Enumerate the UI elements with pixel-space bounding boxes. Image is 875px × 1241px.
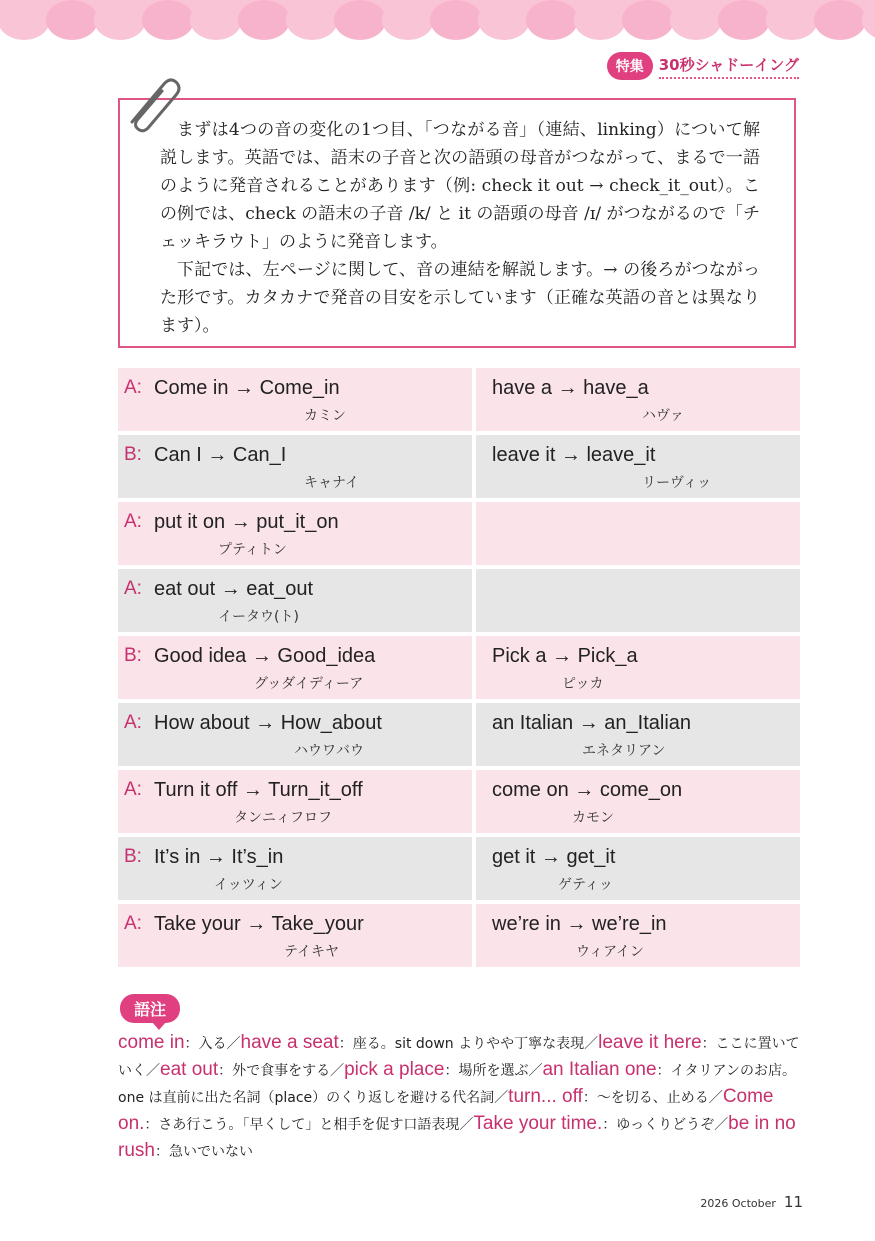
- linking-row: [118, 368, 800, 431]
- linking-cell-right: [476, 770, 800, 833]
- linking-phrase: Take your → Take_your: [154, 913, 364, 935]
- linking-cell-left: [118, 569, 472, 632]
- linking-phrase: we’re in → we’re_in: [492, 913, 667, 935]
- linking-row: [118, 904, 800, 967]
- glossary-definition: ：ゆっくりどうぞ／: [602, 1117, 729, 1133]
- linking-row: [118, 569, 800, 632]
- linking-cell-right: [476, 904, 800, 967]
- katakana-guide: カミン: [304, 408, 346, 424]
- linking-cell-right: [476, 435, 800, 498]
- scallop-shape: [526, 0, 578, 40]
- glossary-term: turn... off: [508, 1086, 583, 1107]
- scallop-shape: [142, 0, 194, 40]
- linking-cell-left: [118, 703, 472, 766]
- linking-phrase: Come in → Come_in: [154, 377, 340, 399]
- linking-phrase: put it on → put_it_on: [154, 511, 339, 533]
- linking-phrase: an Italian → an_Italian: [492, 712, 692, 734]
- intro-paragraph-1: まずは4つの音の変化の1つ目、「つながる音」（連結、linking）について解説します。英語では、語末の子音と次の語頭の母音がつながって、まるで一語のように発音されることがあります（例: check it out → check_it_out）。この例では、check の語末の子音 /k/ と it の語頭の母音 /ɪ/ がつながるので「チェッキラウト」のように発音します。: [160, 120, 760, 252]
- speaker-label: B:: [124, 645, 142, 666]
- scallop-shape: [670, 0, 722, 40]
- katakana-guide: キャナイ: [304, 475, 360, 491]
- scallop-shape: [718, 0, 770, 40]
- linking-row: [118, 502, 800, 565]
- linking-cell-left: [118, 904, 472, 967]
- glossary-term: have a seat: [240, 1032, 339, 1053]
- linking-row: [118, 770, 800, 833]
- katakana-guide: ウィアイン: [576, 944, 644, 960]
- linking-table: [118, 368, 800, 971]
- scallop-shape: [430, 0, 482, 40]
- katakana-guide: ピッカ: [562, 676, 604, 692]
- linking-phrase: Can I → Can_I: [154, 444, 287, 466]
- scallop-shape: [622, 0, 674, 40]
- scallop-shape: [382, 0, 434, 40]
- glossary-term: come in: [118, 1032, 185, 1053]
- page-footer: [700, 1193, 803, 1211]
- glossary-term: eat out: [160, 1059, 219, 1080]
- katakana-guide: タンニィフロフ: [234, 810, 332, 826]
- linking-cell-right: [476, 703, 800, 766]
- scallop-shape: [286, 0, 338, 40]
- scallop-shape: [766, 0, 818, 40]
- linking-cell-left: [118, 837, 472, 900]
- linking-row: [118, 636, 800, 699]
- linking-row: [118, 435, 800, 498]
- linking-phrase: have a → have_a: [492, 377, 649, 399]
- speaker-label: A:: [124, 712, 142, 733]
- linking-phrase: Turn it off → Turn_it_off: [154, 779, 363, 801]
- linking-cell-left: [118, 368, 472, 431]
- glossary-badge: 語注: [120, 994, 180, 1023]
- katakana-guide: ハヴァ: [642, 408, 684, 424]
- linking-cell-right: [476, 837, 800, 900]
- scallop-shape: [334, 0, 386, 40]
- linking-cell-left: [118, 435, 472, 498]
- glossary-term: Come on.: [118, 1086, 774, 1134]
- issue-label: 2026 October: [700, 1197, 776, 1210]
- linking-row: [118, 703, 800, 766]
- feature-badge: 特集: [607, 52, 653, 80]
- glossary-definition: ：場所を選ぶ／: [444, 1063, 543, 1079]
- section-title: 30秒シャドーイング: [659, 54, 799, 79]
- glossary-term: be in no rush: [118, 1113, 796, 1161]
- speaker-label: A:: [124, 913, 142, 934]
- glossary-term: Take your time.: [473, 1113, 603, 1134]
- section-header: [607, 52, 799, 80]
- linking-phrase: leave it → leave_it: [492, 444, 656, 466]
- katakana-guide: ハウワバウ: [294, 743, 364, 759]
- linking-phrase: How about → How_about: [154, 712, 382, 734]
- katakana-guide: イッツィン: [214, 877, 283, 893]
- linking-cell-right: [476, 636, 800, 699]
- linking-cell-right: [476, 368, 800, 431]
- glossary-definition: ：入る／: [184, 1036, 241, 1052]
- speaker-label: B:: [124, 846, 142, 867]
- intro-paragraph-2: 下記では、左ページに関して、音の連結を解説します。→ の後ろがつながった形です。カタカナで発音の目安を示しています（正確な英語の音とは異なります）。: [160, 260, 760, 336]
- page-number: 11: [783, 1193, 803, 1211]
- glossary-term: an Italian one: [542, 1059, 657, 1080]
- speaker-label: A:: [124, 377, 142, 398]
- scallop-shape: [46, 0, 98, 40]
- scalloped-top-border: [0, 0, 875, 44]
- glossary-definition: ：ここに置いていく／: [118, 1036, 800, 1079]
- linking-row: [118, 837, 800, 900]
- linking-cell-left: [118, 770, 472, 833]
- scallop-shape: [478, 0, 530, 40]
- glossary-definition: ：イタリアンのお店。one は直前に出た名詞（place）のくり返しを避ける代名詞／: [118, 1063, 796, 1106]
- linking-phrase: Good idea → Good_idea: [154, 645, 376, 667]
- linking-phrase: eat out → eat_out: [154, 578, 314, 600]
- linking-cell-left: [118, 502, 472, 565]
- scallop-shape: [574, 0, 626, 40]
- katakana-guide: ゲティッ: [558, 877, 613, 893]
- glossary-definition: ：さあ行こう。「早くして」と相手を促す口語表現／: [144, 1117, 474, 1133]
- glossary-term: pick a place: [344, 1059, 445, 1080]
- katakana-guide: グッダイディーア: [254, 676, 364, 692]
- linking-phrase: Pick a → Pick_a: [492, 645, 638, 667]
- paperclip-icon: [118, 70, 188, 140]
- linking-cell-left: [118, 636, 472, 699]
- linking-cell-right: [476, 569, 800, 632]
- linking-phrase: It’s in → It’s_in: [154, 846, 284, 868]
- katakana-guide: カモン: [572, 810, 614, 826]
- speaker-label: B:: [124, 444, 142, 465]
- speaker-label: A:: [124, 578, 142, 599]
- scallop-shape: [190, 0, 242, 40]
- glossary-definition: ：～を切る、止める／: [582, 1090, 723, 1106]
- katakana-guide: イータウ(ト): [218, 609, 299, 625]
- scallop-shape: [0, 0, 50, 40]
- glossary-term: leave it here: [598, 1032, 702, 1053]
- katakana-guide: プティトン: [218, 542, 287, 558]
- scallop-shape: [814, 0, 866, 40]
- intro-text: [160, 116, 760, 340]
- glossary-definition: ：座る。sit down よりやや丁寧な表現／: [338, 1036, 599, 1052]
- scallop-shape: [238, 0, 290, 40]
- katakana-guide: テイキヤ: [284, 944, 340, 960]
- speaker-label: A:: [124, 779, 142, 800]
- intro-box: [118, 98, 796, 348]
- glossary-definition: ：急いでいない: [154, 1144, 253, 1160]
- katakana-guide: リーヴィッ: [642, 475, 712, 491]
- linking-phrase: come on → come_on: [492, 779, 683, 801]
- linking-phrase: get it → get_it: [492, 846, 616, 868]
- glossary-definition: ：外で食事をする／: [218, 1063, 345, 1079]
- linking-cell-right: [476, 502, 800, 565]
- katakana-guide: エネタリアン: [582, 743, 666, 759]
- scallop-shape: [94, 0, 146, 40]
- speaker-label: A:: [124, 511, 142, 532]
- glossary: [118, 1030, 800, 1165]
